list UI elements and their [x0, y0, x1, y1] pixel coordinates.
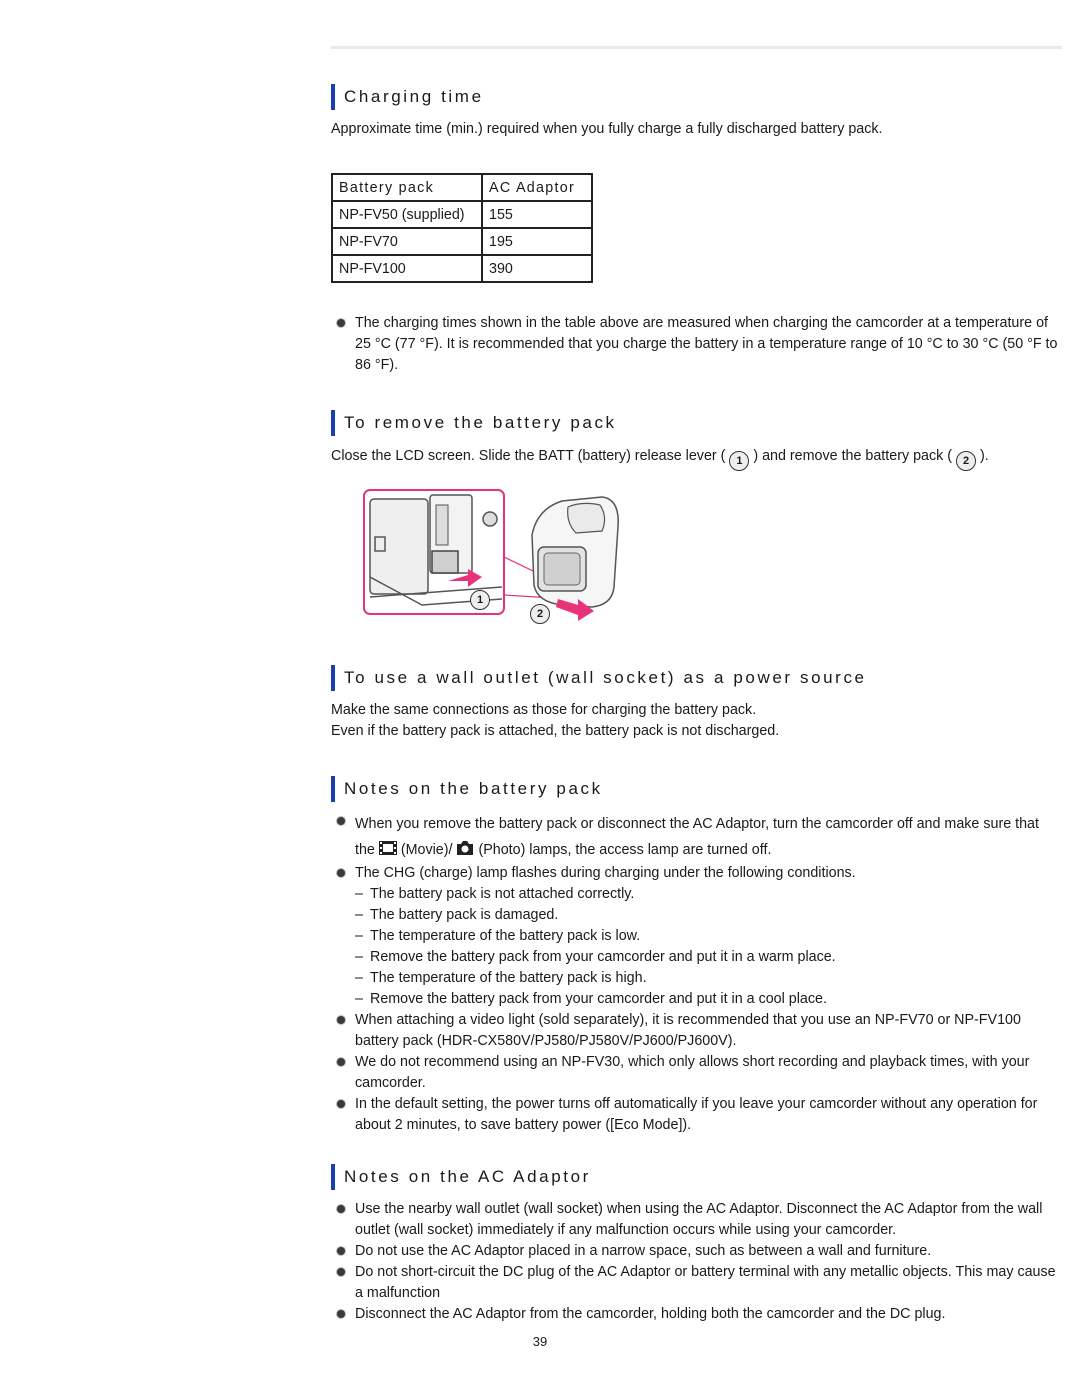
- list-item: In the default setting, the power turns off automatically if you leave your camcorder without any operation for about 2 minutes, to save battery power ([Eco Mode]).: [331, 1094, 1062, 1136]
- remove-text-c: ).: [980, 448, 989, 464]
- note-text: When you remove the battery pack or disconnect the AC Adaptor, turn the camcorder off and make sure that the: [355, 816, 1039, 858]
- heading-bar: [331, 1164, 335, 1190]
- wall-outlet-line-1: Make the same connections as those for charging the battery pack.: [331, 702, 757, 718]
- section-heading-wall-outlet: [331, 665, 867, 691]
- table-row: [332, 255, 592, 282]
- wall-outlet-line-2: Even if the battery pack is attached, the battery pack is not discharged.: [331, 723, 780, 739]
- list-item: We do not recommend using an NP-FV30, which only allows short recording and playback times, with your camcorder.: [331, 1052, 1062, 1094]
- heading-text: Notes on the AC Adaptor: [344, 1167, 591, 1186]
- section-heading-charging-time: [331, 84, 484, 110]
- movie-icon: [379, 840, 397, 856]
- marker-1-icon: 1: [729, 451, 749, 471]
- list-item: – The battery pack is damaged.: [331, 905, 1062, 926]
- section-heading-battery-notes: [331, 776, 603, 802]
- table-cell: 195: [482, 228, 592, 255]
- list-item: The charging times shown in the table above are measured when charging the camcorder at a temperature of 25 °C (77 °F). It is recommended that you charge the battery in a temperature range of 10 °C to 30 °C (50 °F to 86 °F).: [331, 313, 1062, 376]
- table-cell: NP-FV100: [332, 255, 482, 282]
- list-item: Use the nearby wall outlet (wall socket) when using the AC Adaptor. Disconnect the AC Adaptor from the wall outlet (wall socket) immediately if any malfunction occurs while using your camcorder.: [331, 1199, 1062, 1241]
- section-heading-remove-battery: [331, 410, 617, 436]
- battery-removal-illustration: [362, 487, 622, 627]
- table-header-row: [332, 174, 592, 201]
- heading-bar: [331, 410, 335, 436]
- list-item: – Remove the battery pack from your camcorder and put it in a cool place.: [331, 989, 1062, 1010]
- figure-marker-1-icon: 1: [470, 590, 490, 610]
- figure-marker-2-icon: 2: [530, 604, 550, 624]
- heading-bar: [331, 84, 335, 110]
- heading-text: To remove the battery pack: [344, 413, 617, 432]
- table-header-battery-pack: Battery pack: [332, 174, 482, 201]
- table-header-ac-adaptor: AC Adaptor: [482, 174, 592, 201]
- table-cell: 390: [482, 255, 592, 282]
- table-cell: NP-FV70: [332, 228, 482, 255]
- heading-text: To use a wall outlet (wall socket) as a power source: [344, 668, 867, 687]
- note-text: (Photo) lamps, the access lamp are turned off.: [478, 842, 772, 858]
- table-row: [332, 201, 592, 228]
- top-rule: [331, 46, 1062, 49]
- list-item: When attaching a video light (sold separately), it is recommended that you use an NP-FV70 or NP-FV100 battery pack (HDR-CX580V/PJ580/PJ580V/PJ600/PJ600V).: [331, 1010, 1062, 1052]
- remove-text-b: ) and remove the battery pack (: [753, 448, 953, 464]
- list-item: – The battery pack is not attached correctly.: [331, 884, 1062, 905]
- table-cell: NP-FV50 (supplied): [332, 201, 482, 228]
- battery-notes-list: [331, 811, 1062, 1136]
- table-row: [332, 228, 592, 255]
- list-item: – Remove the battery pack from your camcorder and put it in a warm place.: [331, 947, 1062, 968]
- table-cell: 155: [482, 201, 592, 228]
- charging-time-table: [331, 173, 593, 283]
- list-item: The CHG (charge) lamp flashes during charging under the following conditions.: [331, 863, 1062, 884]
- list-item: Disconnect the AC Adaptor from the camcorder, holding both the camcorder and the DC plug.: [331, 1304, 1062, 1325]
- heading-text: Notes on the battery pack: [344, 779, 603, 798]
- heading-text: Charging time: [344, 87, 484, 106]
- remove-instruction: [331, 446, 989, 471]
- charging-notes-list: [331, 313, 1062, 376]
- section-heading-ac-notes: [331, 1164, 591, 1190]
- list-item: Do not use the AC Adaptor placed in a narrow space, such as between a wall and furniture.: [331, 1241, 1062, 1262]
- camera-icon: [456, 840, 474, 856]
- list-item: Do not short-circuit the DC plug of the AC Adaptor or battery terminal with any metallic objects. This may cause a malfunction: [331, 1262, 1062, 1304]
- list-item: [331, 811, 1062, 863]
- note-text: (Movie)/: [400, 842, 453, 858]
- remove-text-a: Close the LCD screen. Slide the BATT (battery) release lever (: [331, 448, 726, 464]
- heading-bar: [331, 776, 335, 802]
- heading-bar: [331, 665, 335, 691]
- marker-2-icon: 2: [956, 451, 976, 471]
- ac-notes-list: [331, 1199, 1062, 1325]
- charging-intro: Approximate time (min.) required when you fully charge a fully discharged battery pack.: [331, 121, 883, 137]
- list-item: – The temperature of the battery pack is low.: [331, 926, 1062, 947]
- page-number: 39: [532, 1334, 548, 1349]
- list-item: – The temperature of the battery pack is high.: [331, 968, 1062, 989]
